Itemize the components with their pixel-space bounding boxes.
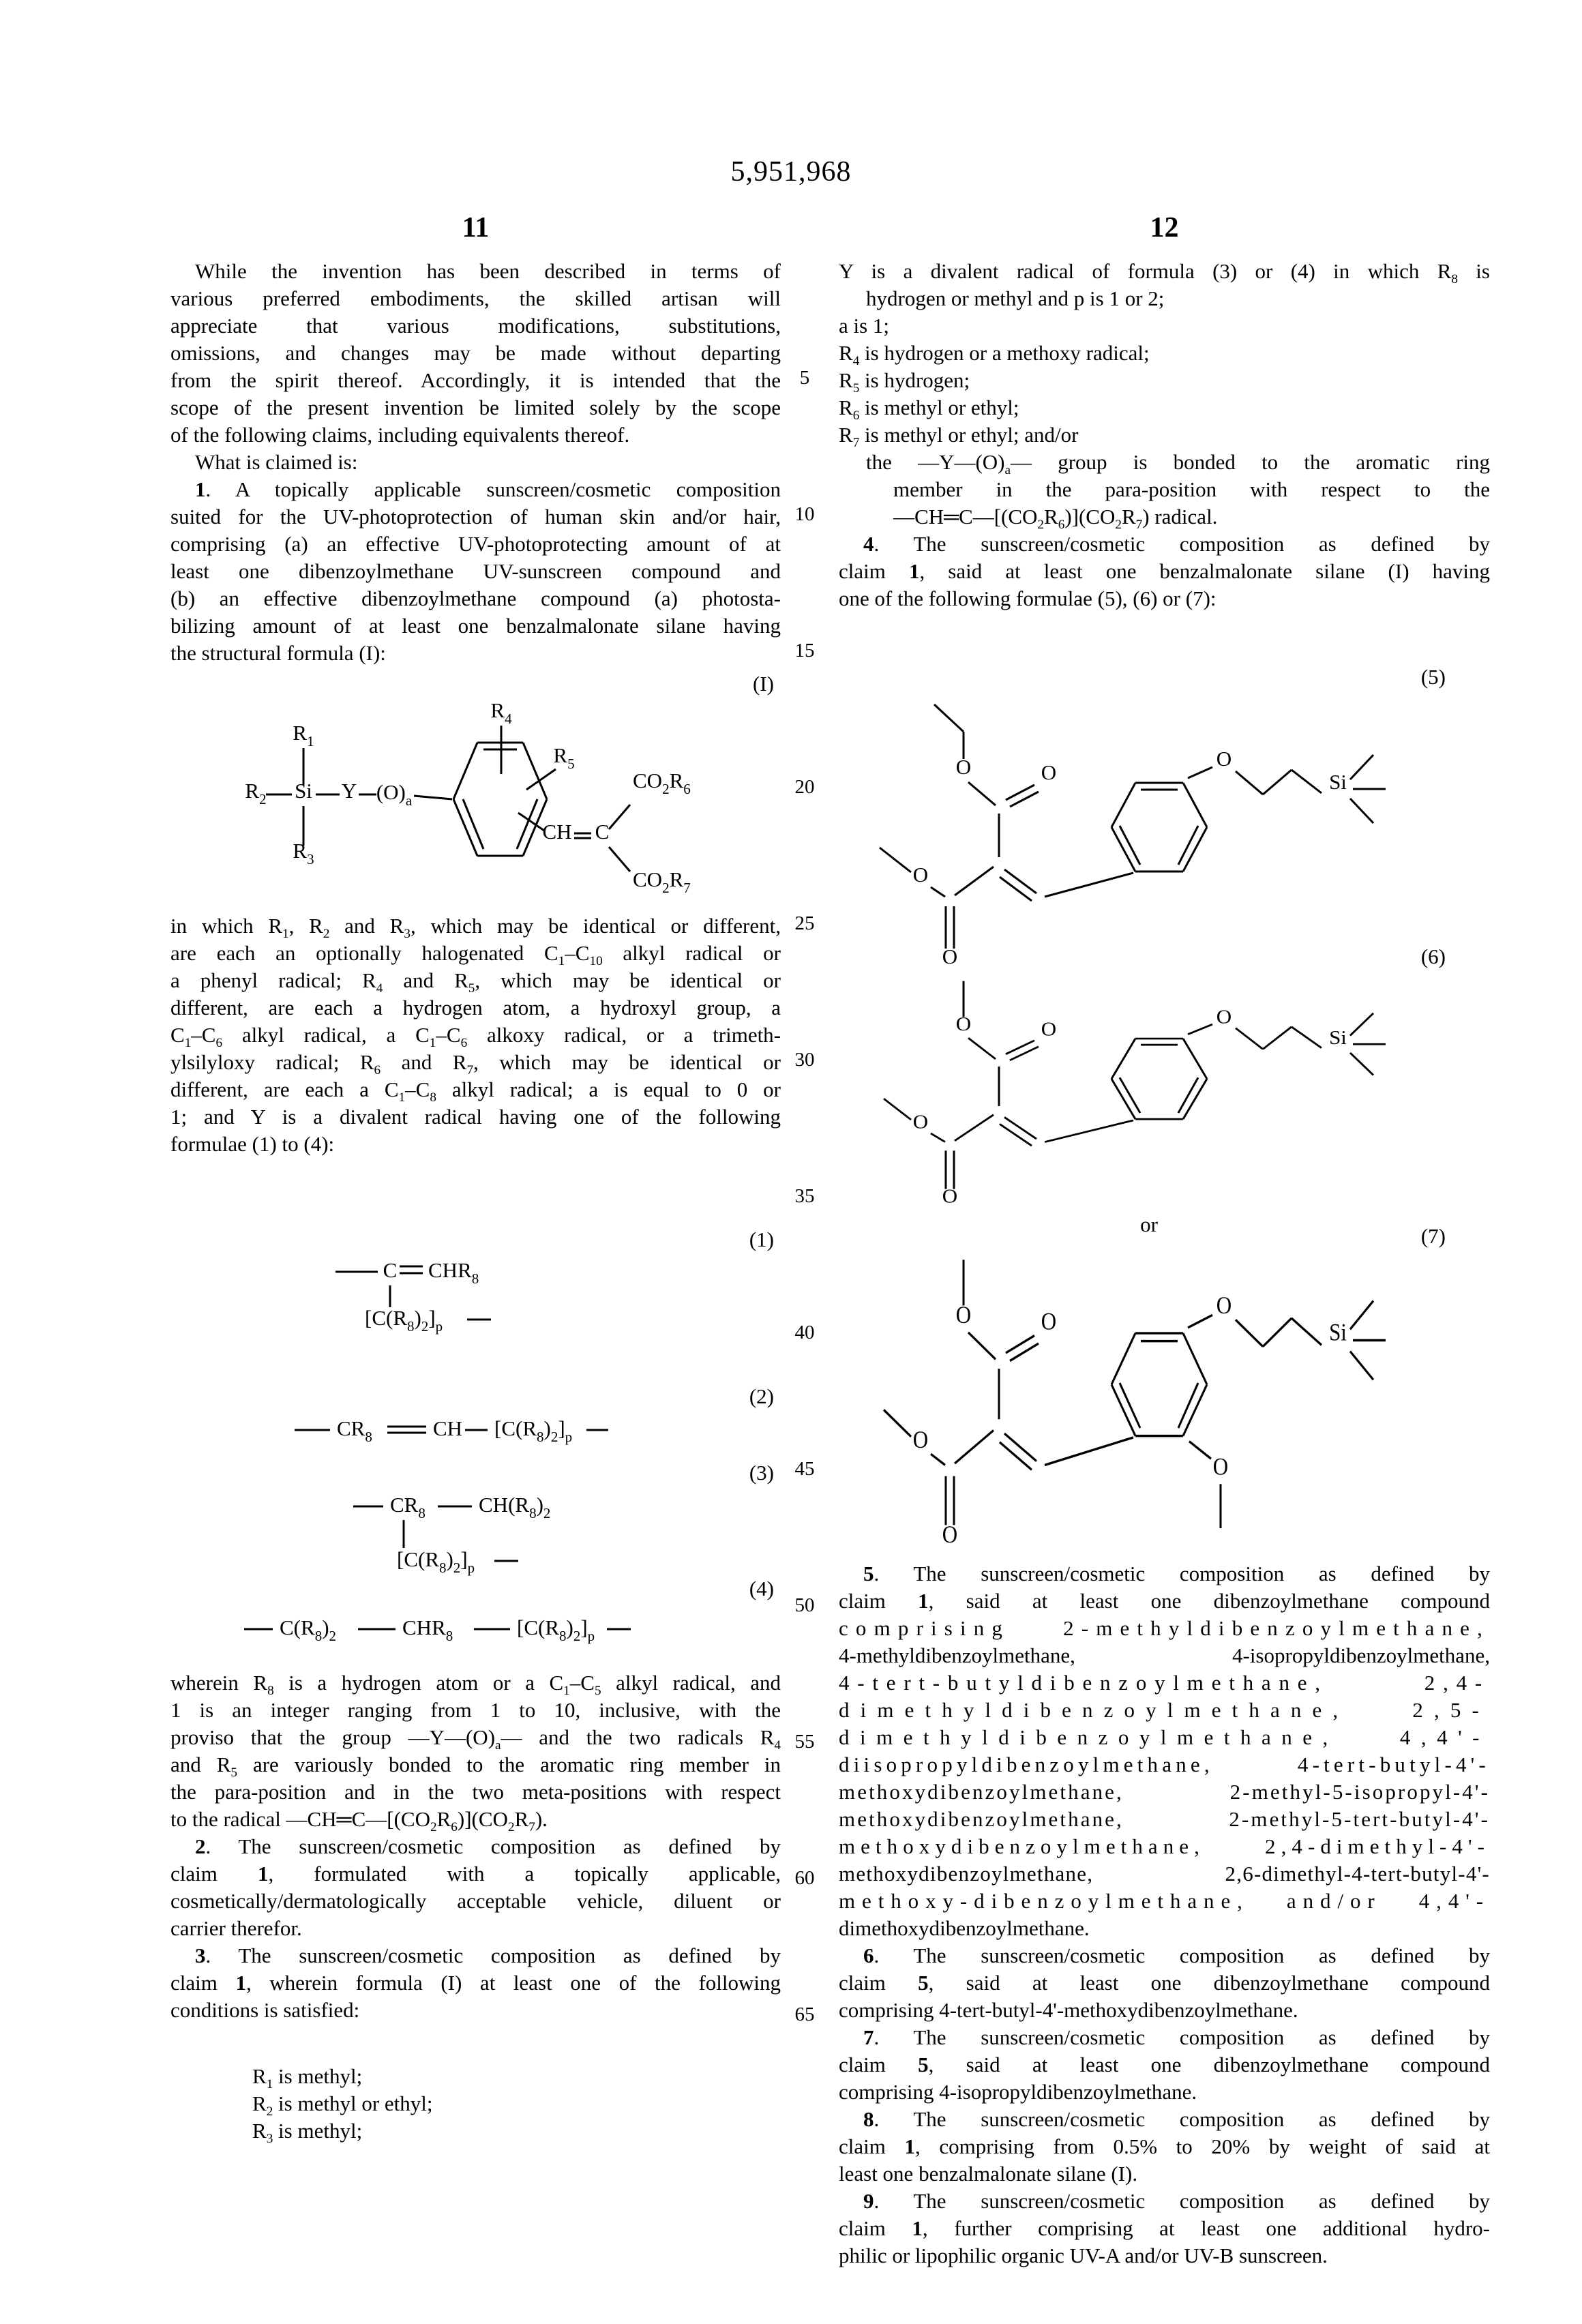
gutter-line-number: 5 — [799, 367, 810, 389]
atom-label: O — [1041, 760, 1057, 784]
bond-line — [1010, 1047, 1039, 1060]
atom-label: CH — [433, 1416, 463, 1440]
bond-line — [1120, 826, 1140, 865]
bond-line — [609, 847, 630, 872]
bond-line — [1236, 1320, 1263, 1346]
text-line: (b) an effective dibenzoylmethane compound (a) photosta- — [170, 586, 781, 610]
text-line: are each an optionally halogenated $C_1-C_{10}$ alkyl radical or — [170, 941, 781, 969]
text-line: dimethyldibenzoylmethane, 2,5- — [839, 1698, 1490, 1722]
atom-label: $R_4$ — [490, 698, 512, 727]
text-line: scope of the present invention be limited solely by the scope — [170, 396, 781, 419]
bond-line — [1183, 783, 1207, 827]
bond-line — [1010, 792, 1039, 807]
atom-label: $[C(R_8)_2]_p$ — [494, 1416, 573, 1445]
bond-line — [1292, 770, 1322, 793]
atom-label: O — [1216, 1007, 1232, 1028]
atom-label: $CO_2R_7$ — [633, 867, 691, 896]
text-line: comprising (a) an effective UV-photoprotecting amount of at — [170, 532, 781, 556]
text-line: methoxydibenzoylmethane, 2-methyl-5-tert-butyl-4'- — [839, 1807, 1490, 1831]
or-connector-label: or — [1140, 1212, 1158, 1236]
bond-line — [931, 887, 945, 897]
text-line: claim 1, further comprising at least one additional hydro- — [839, 2216, 1490, 2240]
text-line: diisopropyldibenzoylmethane, 4-tert-butyl-4'- — [839, 1753, 1490, 1776]
bond-line — [1120, 1077, 1140, 1113]
gutter-line-number: 45 — [794, 1458, 815, 1480]
formula-label-I: (I) — [753, 672, 774, 696]
bond-line — [968, 1038, 996, 1059]
text-line: claim 1, said at least one benzalmalonate silane (I) having — [839, 559, 1490, 583]
bond-line — [1350, 755, 1373, 779]
text-line: What is claimed is: — [195, 450, 358, 474]
text-line: hydrogen or methyl and p is 1 or 2; — [866, 286, 1165, 310]
text-line: one of the following formulae (5), (6) or (7): — [839, 586, 1217, 610]
bond-line — [880, 848, 899, 863]
text-line: cosmetically/dermatologically acceptable vehicle, diluent or — [170, 1889, 781, 1913]
atom-label: $R_1$ — [293, 721, 314, 749]
chem-structure-formula-4 — [239, 1604, 648, 1652]
bond-line — [968, 1332, 996, 1359]
bond-line — [1188, 767, 1212, 778]
gutter-line-number: 25 — [794, 912, 815, 934]
text-line: comprising 2-methyldibenzoylmethane, — [839, 1616, 1490, 1640]
text-line: 1 is an integer ranging from 1 to 10, inclusive, with the — [170, 1698, 781, 1722]
atom-label: $CR_8$ — [337, 1416, 372, 1445]
text-line: a is 1; — [839, 314, 890, 338]
atom-label: C — [383, 1258, 398, 1282]
atom-label: O — [1216, 747, 1232, 771]
bond-line — [1263, 770, 1292, 794]
gutter-line-number: 20 — [794, 776, 815, 798]
atom-label: O — [1212, 1453, 1229, 1480]
right-col-conditions-claim-4 — [839, 258, 1490, 612]
text-line: bilizing amount of at least one benzalmalonate silane having — [170, 614, 781, 638]
chem-structure-formula-5 — [866, 692, 1425, 968]
text-line: from the spirit thereof. Accordingly, it is intended that the — [170, 368, 781, 392]
atom-label: O — [955, 1014, 972, 1035]
formula-label-5: (5) — [1420, 665, 1446, 689]
atom-label: O — [912, 863, 929, 887]
text-line: 4. The sunscreen/cosmetic composition as defined by — [863, 532, 1490, 556]
chem-structure-formula-I — [225, 682, 716, 907]
bond-line — [1120, 1383, 1140, 1428]
bond-line — [1178, 1383, 1198, 1428]
bond-line — [931, 1133, 945, 1142]
atom-label: O — [912, 1112, 929, 1133]
column-number-left: 11 — [462, 212, 490, 243]
text-line: different, are each a $C_1-C_8$ alkyl radical; a is equal to 0 or — [170, 1077, 781, 1105]
bond-line — [1350, 1013, 1373, 1036]
text-line: 2. The sunscreen/cosmetic composition as defined by — [195, 1834, 781, 1858]
bond-line — [955, 1430, 994, 1463]
text-line: claim 1, formulated with a topically applicable, — [170, 1862, 781, 1886]
text-line: philic or lipophilic organic UV-A and/or UV-B sunscreen. — [839, 2244, 1328, 2267]
atom-label: $R_2$ — [245, 779, 267, 807]
atom-label: $[C(R_8)_2]_p$ — [365, 1306, 443, 1335]
bond-line — [899, 863, 911, 872]
chem-structure-formula-3 — [348, 1476, 607, 1579]
bond-line — [1188, 1315, 1212, 1328]
gutter-line-number: 65 — [794, 2003, 815, 2025]
bond-line — [955, 867, 994, 895]
atom-label: Si — [1329, 1028, 1347, 1049]
text-line: methoxydibenzoylmethane, 2-methyl-5-isopropyl-4'- — [839, 1780, 1490, 1804]
bond-line — [1350, 1053, 1373, 1075]
left-col-claim-1 — [170, 476, 781, 667]
text-line: $R_6$ is methyl or ethyl; — [839, 396, 1019, 423]
atom-label: O — [942, 944, 958, 968]
text-line: least one benzalmalonate silane (I). — [839, 2162, 1138, 2186]
text-line: 1. A topically applicable sunscreen/cosmetic composition — [195, 477, 781, 501]
bond-line — [1350, 1352, 1373, 1380]
bond-line — [1292, 1318, 1322, 1345]
text-line: omissions, and changes may be made without departing — [170, 341, 781, 365]
formula-label-3: (3) — [749, 1461, 774, 1485]
bond-line — [1006, 785, 1034, 800]
bond-line — [1292, 1027, 1322, 1048]
bond-line — [1178, 826, 1198, 865]
text-line: $C_1-C_6$ alkyl radical, a $C_1-C_6$ alkoxy radical, or a trimeth- — [170, 1023, 781, 1051]
formula-label-6: (6) — [1420, 944, 1446, 968]
formula-label-2: (2) — [749, 1384, 774, 1408]
text-line: claim 1, comprising from 0.5% to 20% by weight of said at — [839, 2134, 1490, 2158]
column-number-right: 12 — [1150, 212, 1179, 243]
left-col-conditions-list — [170, 2063, 781, 2145]
text-line: 1; and Y is a divalent radical having one of the following — [170, 1105, 781, 1129]
formula-label-4: (4) — [749, 1577, 774, 1600]
bond-line — [609, 805, 630, 829]
text-line: the para-position and in the two meta-positions with respect — [170, 1780, 781, 1804]
text-line: suited for the UV-photoprotection of human skin and/or hair, — [170, 505, 781, 528]
text-line: ylsilyloxy radical; $R_6$ and $R_7$, which may be identical or — [170, 1050, 781, 1078]
text-line: 7. The sunscreen/cosmetic composition as defined by — [863, 2025, 1490, 2049]
bond-line — [1178, 1077, 1198, 1113]
text-line: and $R_5$ are variously bonded to the aromatic ring member in — [170, 1753, 781, 1781]
atom-label: Y — [341, 779, 357, 803]
patent-number: 5,951,968 — [730, 156, 852, 188]
bond-line — [1000, 1442, 1032, 1470]
text-line: dimethoxydibenzoylmethane. — [839, 1916, 1090, 1940]
text-line: $R_2$ is methyl or ethyl; — [252, 2091, 433, 2119]
text-line: various preferred embodiments, the skilled artisan will — [170, 286, 781, 310]
atom-label: $CO_2R_6$ — [633, 769, 691, 797]
text-line: the $—Y—(O)_a—$ group is bonded to the aromatic ring — [866, 450, 1491, 478]
gutter-line-number: 30 — [794, 1049, 815, 1071]
atom-label: O — [1041, 1308, 1057, 1335]
atom-label: O — [1041, 1019, 1057, 1041]
bond-line — [1004, 869, 1036, 893]
text-line: to the radical $—CH═C—[(CO_2R_6)](CO_2R_7)$. — [170, 1807, 548, 1835]
bond-line — [934, 704, 964, 732]
text-line: claim 1, said at least one dibenzoylmethane compound — [839, 1589, 1491, 1613]
text-line: methoxydibenzoylmethane, 2,4-dimethyl-4'- — [839, 1834, 1490, 1858]
bond-line — [414, 796, 452, 799]
text-line: 4-tert-butyldibenzoylmethane, 2,4- — [839, 1671, 1490, 1695]
formula-label-7: (7) — [1420, 1224, 1446, 1248]
atom-label: $(O)_a$ — [376, 780, 413, 809]
bond-line — [1010, 1343, 1039, 1360]
bond-line — [1183, 1333, 1207, 1384]
bond-line — [1263, 1318, 1292, 1347]
text-line: proviso that the group $—Y—(O)_a—$ and the two radicals $R_4$ — [170, 1725, 781, 1753]
text-line: $R_3$ is methyl; — [252, 2119, 363, 2147]
bond-line — [1006, 1336, 1034, 1353]
gutter-line-number: 10 — [794, 503, 815, 525]
text-line: 3. The sunscreen/cosmetic composition as defined by — [195, 1943, 781, 1967]
bond-line — [1111, 1039, 1135, 1079]
atom-label: $CR_8$ — [390, 1493, 426, 1521]
text-line: Y is a divalent radical of formula (3) or (4) in which $R_8$ is — [839, 259, 1490, 287]
bond-line — [1045, 1437, 1133, 1465]
text-line: methoxy-dibenzoylmethane, and/or 4,4'- — [839, 1889, 1490, 1913]
text-line: member in the para-position with respect to the — [893, 477, 1490, 501]
left-col-definitions — [170, 912, 781, 1158]
bond-line — [1263, 1027, 1292, 1049]
text-line: carrier therefor. — [170, 1916, 302, 1940]
text-line: a phenyl radical; $R_4$ and $R_5$, which may be identical or — [170, 968, 781, 996]
bond-line — [463, 799, 483, 849]
right-col-claims-5-9 — [839, 1560, 1490, 2269]
bond-line — [1350, 1301, 1373, 1330]
bond-line — [1183, 1039, 1207, 1079]
text-line: in which $R_1$, $R_2$ and $R_3$, which may be identical or different, — [170, 914, 781, 942]
gutter-line-number: 15 — [794, 640, 815, 661]
bond-line — [884, 1410, 911, 1436]
text-line: comprising 4-isopropyldibenzoylmethane. — [839, 2080, 1197, 2104]
bond-line — [1006, 1041, 1034, 1054]
bond-line — [1188, 1024, 1212, 1034]
atom-label: $C(R_8)_2$ — [280, 1615, 337, 1644]
gutter-line-number: 60 — [794, 1867, 815, 1889]
gutter-line-number: 35 — [794, 1185, 815, 1207]
gutter-line-number: 50 — [794, 1594, 815, 1616]
atom-label: CH — [542, 820, 572, 844]
bond-line — [1236, 771, 1263, 794]
left-col-claims-2-3 — [170, 1669, 781, 2024]
text-line: 8. The sunscreen/cosmetic composition as defined by — [863, 2107, 1490, 2131]
text-line: of the following claims, including equivalents thereof. — [170, 423, 630, 447]
bond-line — [968, 782, 996, 805]
text-line: appreciate that various modifications, substitutions, — [170, 314, 781, 338]
text-line: conditions is satisfied: — [170, 1998, 360, 2022]
text-line: 6. The sunscreen/cosmetic composition as defined by — [863, 1943, 1490, 1967]
bond-line — [1000, 877, 1032, 901]
bond-line — [1004, 1117, 1036, 1139]
text-line: claim 5, said at least one dibenzoylmethane compound — [839, 1971, 1491, 1995]
text-line: wherein $R_8$ is a hydrogen atom or a $C_1-C_5$ alkyl radical, and — [170, 1671, 781, 1699]
atom-label: $R_5$ — [553, 743, 575, 772]
bond-line — [523, 743, 547, 799]
bond-line — [1189, 1442, 1211, 1459]
gutter-line-number: 40 — [794, 1322, 815, 1343]
text-line: least one dibenzoylmethane UV-sunscreen compound and — [170, 559, 781, 583]
bond-line — [884, 1099, 911, 1120]
bond-line — [1350, 799, 1373, 823]
atom-label: $[C(R_8)_2]_p$ — [517, 1615, 595, 1644]
bond-line — [1111, 1333, 1135, 1384]
atom-label: O — [955, 1301, 972, 1329]
text-line: $—CH═C—[(CO_2R_6)](CO_2R_7)$ radical. — [893, 505, 1218, 533]
atom-label: $CH(R_8)_2$ — [479, 1493, 551, 1521]
text-line: $R_4$ is hydrogen or a methoxy radical; — [839, 341, 1150, 369]
text-line: dimethyldibenzoylmethane, 4,4'- — [839, 1725, 1490, 1749]
text-line: $R_7$ is methyl or ethyl; and/or — [839, 423, 1079, 451]
bond-line — [453, 743, 477, 799]
gutter-line-number: 55 — [794, 1731, 815, 1753]
text-line: comprising 4-tert-butyl-4'-methoxydibenzoylmethane. — [839, 1998, 1298, 2022]
bond-line — [1000, 1124, 1032, 1146]
atom-label: O — [942, 1186, 958, 1208]
chem-structure-formula-7 — [866, 1248, 1425, 1548]
text-line: different, are each a hydrogen atom, a hydroxyl group, a — [170, 996, 781, 1019]
atom-label: O — [912, 1426, 929, 1454]
atom-label: O — [1216, 1292, 1232, 1320]
atom-label: Si — [295, 779, 312, 803]
text-line: claim 5, said at least one dibenzoylmethane compound — [839, 2053, 1491, 2076]
text-line: While the invention has been described in terms of — [195, 259, 781, 283]
bond-line — [931, 1454, 945, 1465]
chem-structure-formula-1 — [327, 1238, 573, 1333]
atom-label: $R_3$ — [293, 839, 314, 867]
atom-label: C — [595, 820, 610, 844]
bond-line — [1045, 1120, 1133, 1142]
text-line: 9. The sunscreen/cosmetic composition as defined by — [863, 2189, 1490, 2213]
bond-line — [1004, 1433, 1036, 1461]
bond-line — [1111, 783, 1135, 827]
formula-label-1: (1) — [749, 1227, 774, 1251]
atom-label: $CHR_8$ — [428, 1258, 479, 1287]
atom-label: Si — [1329, 1319, 1347, 1347]
text-line: $R_1$ is methyl; — [252, 2064, 363, 2092]
text-line: formulae (1) to (4): — [170, 1132, 335, 1156]
text-line: $R_5$ is hydrogen; — [839, 368, 970, 396]
chem-structure-formula-2 — [286, 1405, 614, 1452]
text-line: 5. The sunscreen/cosmetic composition as defined by — [863, 1562, 1490, 1585]
bond-line — [1236, 1028, 1263, 1049]
bond-line — [955, 1115, 994, 1141]
atom-label: O — [955, 755, 972, 779]
chem-structure-formula-6 — [866, 972, 1425, 1207]
atom-label: Si — [1329, 770, 1347, 794]
atom-label: $[C(R_8)_2]_p$ — [397, 1547, 475, 1576]
text-line: methoxydibenzoylmethane, 2,6-dimethyl-4-tert-butyl-4'- — [839, 1862, 1490, 1886]
bond-line — [1045, 873, 1133, 897]
text-line: claim 1, wherein formula (I) at least one of the following — [170, 1971, 781, 1995]
text-line: the structural formula (I): — [170, 641, 386, 665]
text-line: 4-methyldibenzoylmethane, 4-isopropyldibenzoylmethane, — [839, 1643, 1490, 1667]
atom-label: $CHR_8$ — [402, 1615, 453, 1644]
atom-label: O — [942, 1521, 958, 1549]
left-col-intro-paragraph — [170, 258, 781, 476]
